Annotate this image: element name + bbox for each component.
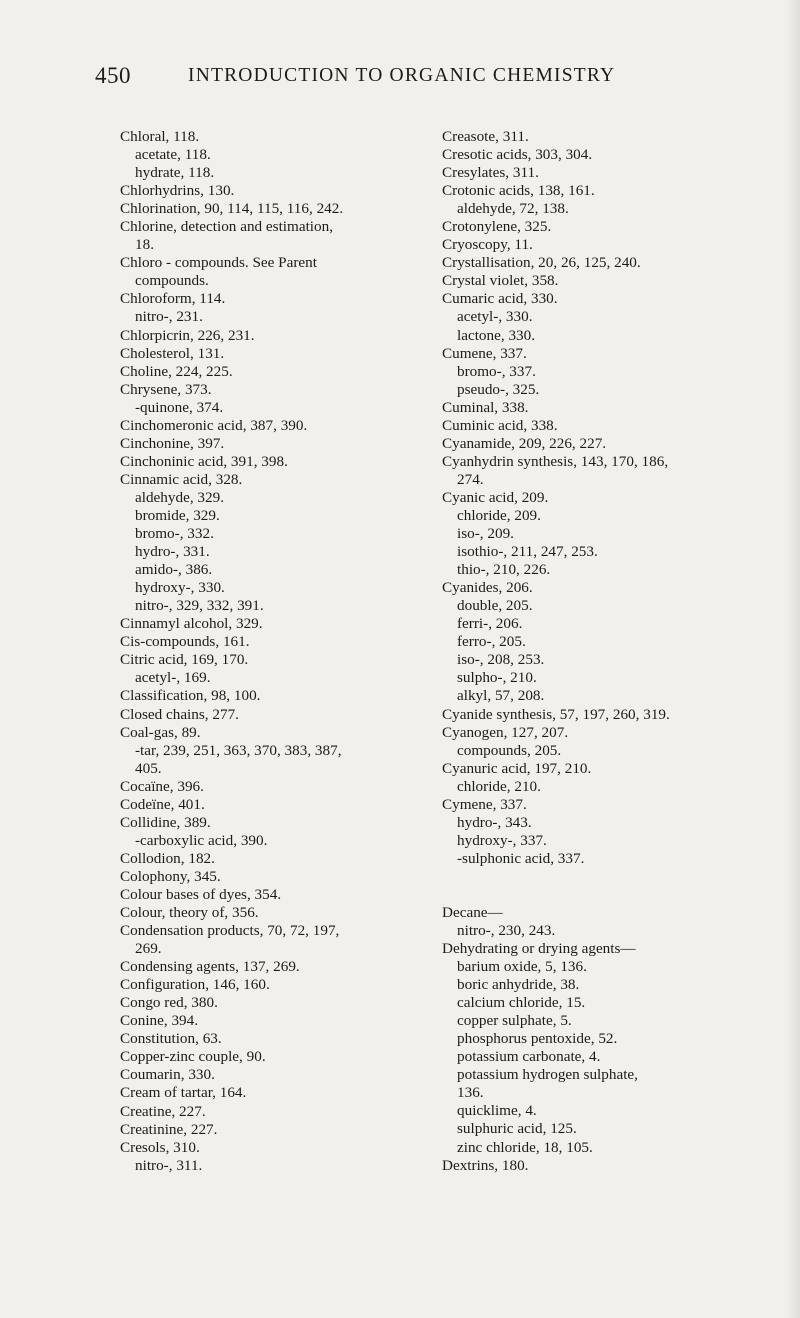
index-entry: Cinchoninic acid, 391, 398.: [120, 452, 288, 470]
index-subentry: phosphorus pentoxide, 52.: [457, 1030, 618, 1048]
index-entry: Cumene, 337.: [442, 344, 527, 362]
index-entry: Crystal violet, 358.: [442, 272, 559, 290]
index-entry: Cyanic acid, 209.: [442, 488, 549, 506]
index-entry: Chlorine, detection and estimation,: [120, 218, 333, 236]
index-entry: Colour bases of dyes, 354.: [120, 885, 282, 903]
index-entry: Dextrins, 180.: [442, 1156, 529, 1174]
index-subentry: nitro-, 329, 332, 391.: [135, 597, 264, 615]
index-entry: Copper-zinc couple, 90.: [120, 1048, 266, 1066]
section-gap: [442, 868, 772, 904]
index-subentry: acetyl-, 169.: [135, 669, 211, 687]
index-subentry: chloride, 210.: [457, 777, 541, 795]
index-entry: Cis-compounds, 161.: [120, 633, 250, 651]
index-entry: Closed chains, 277.: [120, 705, 239, 723]
index-subentry: lactone, 330.: [457, 326, 536, 344]
index-subentry: quicklime, 4.: [457, 1102, 537, 1120]
index-entry: Creatine, 227.: [120, 1102, 206, 1120]
index-continuation: 18.: [135, 236, 154, 254]
index-entry: Cyanogen, 127, 207.: [442, 723, 569, 741]
index-entry: Cumaric acid, 330.: [442, 290, 558, 308]
index-subentry: double, 205.: [457, 597, 533, 615]
index-entry: Cryoscopy, 11.: [442, 236, 533, 254]
index-subentry: aldehyde, 329.: [135, 488, 224, 506]
index-subentry: amido-, 386.: [135, 561, 213, 579]
index-subentry: hydro-, 331.: [135, 543, 210, 561]
index-entry: Cyanamide, 209, 226, 227.: [442, 434, 607, 452]
index-subentry: hydrate, 118.: [135, 164, 215, 182]
index-subentry: alkyl, 57, 208.: [457, 687, 545, 705]
index-entry: Cresols, 310.: [120, 1138, 200, 1156]
index-column-left: [120, 128, 430, 1175]
index-entry: Collodion, 182.: [120, 849, 215, 867]
index-entry: Dehydrating or drying agents—: [442, 940, 636, 958]
index-subentry: thio-, 210, 226.: [457, 561, 551, 579]
index-subentry: nitro-, 230, 243.: [457, 921, 556, 939]
index-entry: Creatinine, 227.: [120, 1120, 218, 1138]
index-entry: Crotonic acids, 138, 161.: [442, 182, 595, 200]
index-subentry: nitro-, 231.: [135, 308, 203, 326]
index-subentry: acetate, 118.: [135, 146, 211, 164]
page-number: 450: [95, 63, 131, 88]
index-entry: Cymene, 337.: [442, 795, 527, 813]
index-entry: Cuminal, 338.: [442, 398, 529, 416]
index-subentry: hydroxy-, 337.: [457, 831, 547, 849]
index-subentry: -carboxylic acid, 390.: [135, 831, 268, 849]
index-entry: Configuration, 146, 160.: [120, 976, 270, 994]
index-entry: Crotonylene, 325.: [442, 218, 552, 236]
index-entry: Cinchonine, 397.: [120, 434, 225, 452]
index-entry: Creasote, 311.: [442, 128, 529, 145]
index-entry: Classification, 98, 100.: [120, 687, 261, 705]
index-entry: Codeïne, 401.: [120, 795, 205, 813]
index-subentry: boric anhydride, 38.: [457, 976, 580, 994]
index-subentry: -tar, 239, 251, 363, 370, 383, 387,: [135, 741, 342, 759]
index-subentry: zinc chloride, 18, 105.: [457, 1138, 593, 1156]
index-subentry: hydroxy-, 330.: [135, 579, 225, 597]
index-entry: Citric acid, 169, 170.: [120, 651, 249, 669]
index-continuation: compounds.: [135, 272, 209, 290]
index-entry: Cinnamyl alcohol, 329.: [120, 615, 263, 633]
index-subentry: isothio-, 211, 247, 253.: [457, 543, 598, 561]
index-subentry: hydro-, 343.: [457, 813, 532, 831]
index-subentry: pseudo-, 325.: [457, 380, 540, 398]
index-entry: Cyanide synthesis, 57, 197, 260, 319.: [442, 705, 670, 723]
index-subentry: sulpho-, 210.: [457, 669, 537, 687]
index-subentry: acetyl-, 330.: [457, 308, 533, 326]
index-entry: Cyanuric acid, 197, 210.: [442, 759, 592, 777]
index-entry: Cholesterol, 131.: [120, 344, 225, 362]
index-subentry: copper sulphate, 5.: [457, 1012, 572, 1030]
index-subentry: iso-, 209.: [457, 525, 514, 543]
index-continuation: 274.: [457, 470, 484, 488]
index-subentry: -quinone, 374.: [135, 398, 224, 416]
index-subentry: compounds, 205.: [457, 741, 562, 759]
index-entry: Colour, theory of, 356.: [120, 904, 259, 922]
index-entry: Condensation products, 70, 72, 197,: [120, 922, 340, 940]
index-entry: Cinchomeronic acid, 387, 390.: [120, 416, 308, 434]
index-entry: Chlorpicrin, 226, 231.: [120, 326, 255, 344]
index-entry: Coal-gas, 89.: [120, 723, 201, 741]
index-entry: Decane—: [442, 903, 503, 921]
index-subentry: ferri-, 206.: [457, 615, 523, 633]
index-subentry: bromide, 329.: [135, 506, 220, 524]
index-entry: Cyanides, 206.: [442, 579, 533, 597]
index-entry: Cream of tartar, 164.: [120, 1084, 247, 1102]
index-subentry: sulphuric acid, 125.: [457, 1120, 577, 1138]
index-subentry: iso-, 208, 253.: [457, 651, 545, 669]
index-entry: Chlorination, 90, 114, 115, 116, 242.: [120, 200, 344, 218]
index-subentry: ferro-, 205.: [457, 633, 526, 651]
index-subentry: barium oxide, 5, 136.: [457, 958, 587, 976]
index-entry: Chloral, 118.: [120, 128, 200, 145]
index-entry: Crystallisation, 20, 26, 125, 240.: [442, 254, 641, 272]
index-subentry: bromo-, 337.: [457, 362, 536, 380]
index-continuation: 405.: [135, 759, 162, 777]
page-edge-shadow: [786, 0, 800, 1318]
page-header: [0, 63, 800, 93]
running-head: INTRODUCTION TO ORGANIC CHEMISTRY: [188, 65, 616, 86]
index-entry: Constitution, 63.: [120, 1030, 222, 1048]
index-subentry: potassium carbonate, 4.: [457, 1048, 601, 1066]
index-entry: Cresotic acids, 303, 304.: [442, 146, 593, 164]
index-entry: Colophony, 345.: [120, 867, 221, 885]
index-entry: Coumarin, 330.: [120, 1066, 215, 1084]
index-entry: Choline, 224, 225.: [120, 362, 233, 380]
index-entry: Condensing agents, 137, 269.: [120, 958, 300, 976]
index-entry: Chloroform, 114.: [120, 290, 226, 308]
index-subentry: calcium chloride, 15.: [457, 994, 586, 1012]
index-continuation: 136.: [457, 1084, 484, 1102]
index-entry: Congo red, 380.: [120, 994, 218, 1012]
index-subentry: bromo-, 332.: [135, 525, 214, 543]
index-entry: Chlorhydrins, 130.: [120, 182, 235, 200]
index-entry: Conine, 394.: [120, 1012, 199, 1030]
index-column-right: [442, 128, 772, 1175]
index-entry: Chloro - compounds. See Parent: [120, 254, 317, 272]
index-entry: Chrysene, 373.: [120, 380, 212, 398]
index-subentry: potassium hydrogen sulphate,: [457, 1066, 638, 1084]
index-entry: Cinnamic acid, 328.: [120, 470, 243, 488]
index-continuation: 269.: [135, 940, 162, 958]
index-entry: Collidine, 389.: [120, 813, 211, 831]
index-entry: Cyanhydrin synthesis, 143, 170, 186,: [442, 452, 669, 470]
index-subentry: aldehyde, 72, 138.: [457, 200, 569, 218]
index-subentry: -sulphonic acid, 337.: [457, 849, 585, 867]
index-entry: Cuminic acid, 338.: [442, 416, 558, 434]
index-entry: Cocaïne, 396.: [120, 777, 204, 795]
index-subentry: nitro-, 311.: [135, 1156, 203, 1174]
index-subentry: chloride, 209.: [457, 506, 541, 524]
index-entry: Cresylates, 311.: [442, 164, 539, 182]
